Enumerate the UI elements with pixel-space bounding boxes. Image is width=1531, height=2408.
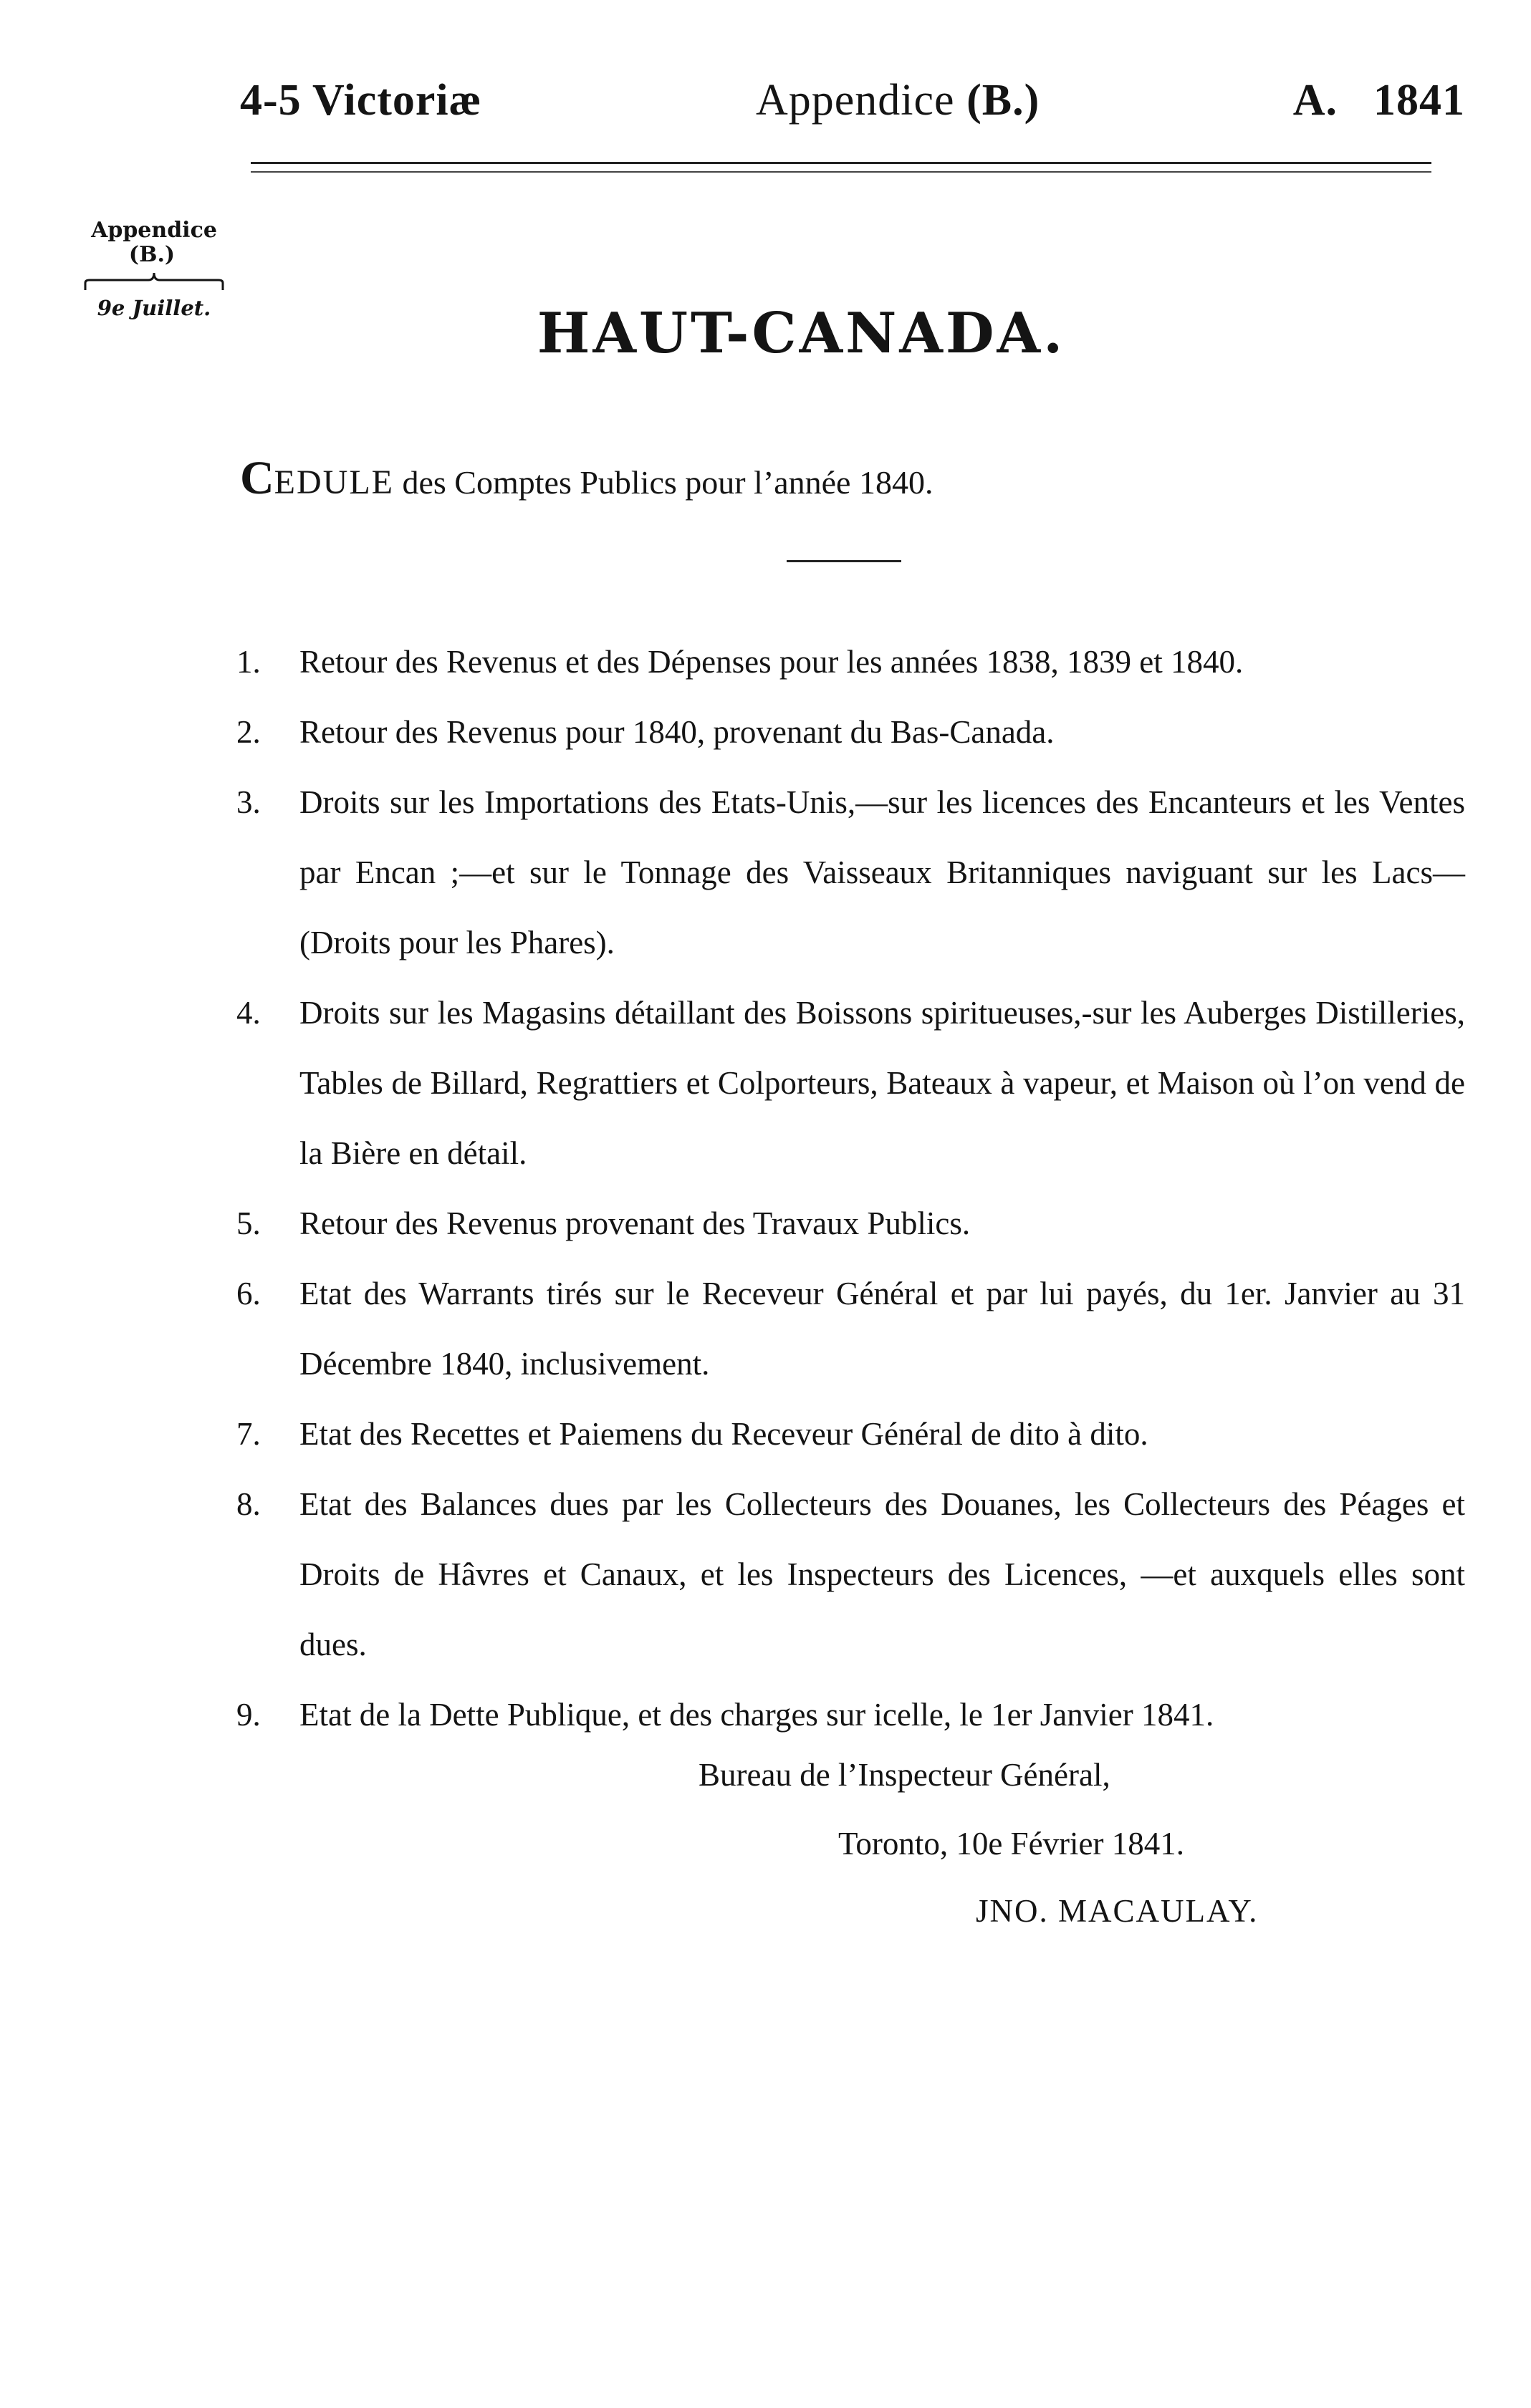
header-appendix-mark: (B.) [966,76,1040,125]
list-item-number: 3. [236,784,261,820]
header-session: 4-5 Victoriæ [240,76,482,125]
signature-place-date: Toronto, 10e Février 1841. [838,1826,1185,1862]
list-item-number: 7. [236,1416,261,1452]
list-item [215,1188,1465,1258]
list-item-text: Retour des Revenus provenant des Travaux Publics. [299,1205,971,1241]
page-title: HAUT-CANADA. [537,301,1066,366]
header-year-block [1293,75,1465,126]
list-item-text: Etat des Warrants tirés sur le Receveur Général et par lui payés, du 1er. Janvier au 31 Décembre 1840, inclusivement. [299,1276,1465,1382]
margin-note-date: 9e Juillet. [97,296,211,320]
list-item [215,1399,1465,1469]
running-header [240,75,1465,133]
list-item-text: Etat de la Dette Publique, et des charges sur icelle, le 1er Janvier 1841. [299,1697,1214,1733]
list-item [215,978,1465,1188]
header-year: 1841 [1373,76,1465,125]
signature-name: JNO. MACAULAY. [976,1893,1259,1929]
list-item-text: Etat des Recettes et Paiemens du Receveur Général de dito à dito. [299,1416,1148,1452]
section-divider [787,560,901,562]
list-item-text: Retour des Revenus et des Dépenses pour les années 1838, 1839 et 1840. [299,644,1244,680]
list-item [215,767,1465,978]
schedule-heading-rest: des Comptes Publics pour l’année 1840. [393,464,934,501]
list-item-number: 2. [236,714,261,750]
header-letter: A. [1292,76,1338,125]
schedule-heading [240,451,933,506]
schedule-list [215,627,1465,1750]
list-item-number: 8. [236,1486,261,1522]
schedule-heading-initial: C [240,452,274,504]
list-item [215,1469,1465,1680]
brace-icon [82,270,226,292]
header-appendix [756,75,1040,126]
list-item [215,1258,1465,1399]
list-item-number: 1. [236,644,261,680]
schedule-heading-caps: EDULE [274,463,394,501]
margin-note-mark: (B.) [128,242,176,267]
list-item-text: Droits sur les Importations des Etats-Unis,—sur les licences des Encanteurs et les Ventes par Encan ;—et sur le Tonnage des Vaisseaux Britanniques naviguant sur les Lacs—(Droits pour les Phares). [299,784,1465,960]
list-item [215,697,1465,767]
list-item-text: Droits sur les Magasins détaillant des Boissons spiritueuses,-sur les Auberges Distilleries, Tables de Billard, Regrattiers et Colporteurs, Bateaux à vapeur, et Maison où l’on vend de la Bière en détail. [299,995,1465,1171]
header-rule [251,162,1431,173]
list-item-number: 9. [236,1697,261,1733]
header-appendix-word: Appendice [756,76,955,125]
list-item-number: 5. [236,1205,261,1241]
list-item [215,1680,1465,1750]
signature-office: Bureau de l’Inspecteur Général, [699,1757,1110,1793]
list-item [215,627,1465,697]
margin-note-appendix: Appendice [91,218,217,243]
list-item-number: 6. [236,1276,261,1311]
list-item-text: Retour des Revenus pour 1840, provenant du Bas-Canada. [299,714,1055,750]
list-item-text: Etat des Balances dues par les Collecteurs des Douanes, les Collecteurs des Péages et Droits de Hâvres et Canaux, et les Inspecteurs des Licences, —et auxquels elles sont dues. [299,1486,1465,1662]
list-item-number: 4. [236,995,261,1031]
